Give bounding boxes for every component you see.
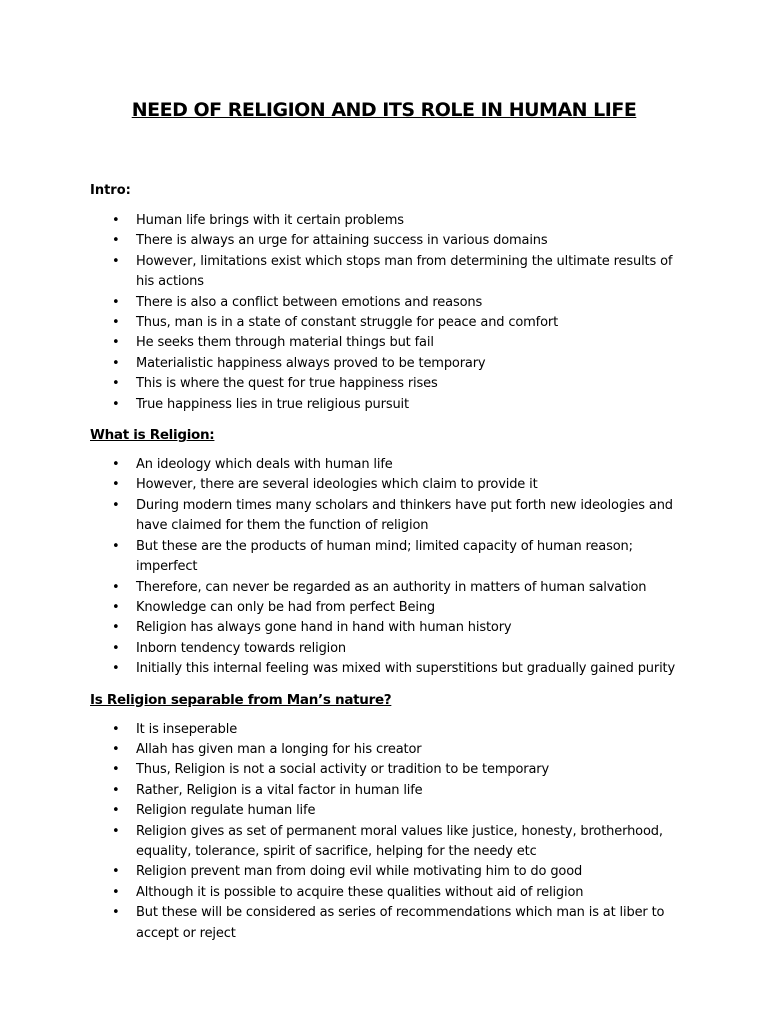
religion-nature-list	[90, 720, 690, 944]
list-item-text: Religion gives as set of permanent moral values like justice, honesty, brotherhood, equality, tolerance, spirit of sacrifice, helping for the needy etc	[136, 823, 663, 859]
bullet-point-icon: •	[112, 864, 120, 880]
list-item-text: Thus, man is in a state of constant struggle for peace and comfort	[136, 315, 559, 331]
bullet-point-icon: •	[112, 233, 120, 249]
list-item	[90, 578, 690, 598]
bullet-point-icon: •	[112, 376, 120, 392]
list-item	[90, 618, 690, 638]
bullet-point-icon: •	[112, 762, 120, 778]
bullet-point-icon: •	[112, 661, 120, 677]
list-item	[90, 801, 690, 821]
list-item	[90, 475, 690, 495]
list-item	[90, 374, 690, 394]
list-item-text: Rather, Religion is a vital factor in human life	[136, 782, 423, 798]
list-item	[90, 883, 690, 903]
bullet-point-icon: •	[112, 823, 120, 839]
list-item-text: An ideology which deals with human life	[136, 457, 393, 473]
list-item	[90, 740, 690, 760]
list-item-text: Knowledge can only be had from perfect Being	[136, 599, 436, 615]
list-item	[90, 231, 690, 251]
bullet-point-icon: •	[112, 497, 120, 513]
list-item-text: However, there are several ideologies which claim to provide it	[136, 477, 538, 493]
what-is-religion-list	[90, 455, 690, 679]
list-item	[90, 903, 690, 944]
bullet-point-icon: •	[112, 905, 120, 921]
document-title: NEED OF RELIGION AND ITS ROLE IN HUMAN LIFE	[131, 99, 637, 121]
bullet-point-icon: •	[112, 782, 120, 798]
bullet-point-icon: •	[112, 721, 120, 737]
document-body	[90, 182, 690, 944]
list-item-text: Thus, Religion is not a social activity or tradition to be temporary	[136, 762, 550, 778]
bullet-point-icon: •	[112, 457, 120, 473]
list-item	[90, 293, 690, 313]
list-item-text: Religion prevent man from doing evil while motivating him to do good	[136, 864, 583, 880]
list-item-text: During modern times many scholars and thinkers have put forth new ideologies and have claimed for them the function of religion	[136, 497, 673, 534]
list-item	[90, 455, 690, 475]
religion-nature-heading: Is Religion separable from Man’s nature?	[90, 691, 392, 708]
intro-list	[90, 211, 690, 415]
list-item-text: This is where the quest for true happiness rises	[136, 376, 438, 392]
list-item	[90, 598, 690, 618]
bullet-point-icon: •	[112, 355, 120, 371]
list-item	[90, 313, 690, 333]
list-item	[90, 862, 690, 882]
list-item-text: Allah has given man a longing for his creator	[136, 741, 422, 757]
bullet-point-icon: •	[112, 335, 120, 351]
list-item-text: But these are the products of human mind; limited capacity of human reason; imperfect	[136, 538, 633, 575]
bullet-point-icon: •	[112, 294, 120, 310]
bullet-point-icon: •	[112, 213, 120, 228]
list-item-text: Religion has always gone hand in hand with human history	[136, 620, 512, 636]
bullet-point-icon: •	[112, 803, 120, 819]
bullet-point-icon: •	[112, 741, 120, 757]
list-item-text: There is also a conflict between emotions and reasons	[136, 294, 483, 310]
list-item	[90, 395, 690, 415]
list-item	[90, 211, 690, 231]
list-item-text: Religion regulate human life	[136, 803, 316, 819]
list-item	[90, 720, 690, 740]
list-item-text: It is inseperable	[136, 721, 238, 737]
bullet-point-icon: •	[112, 315, 120, 331]
list-item-text: True happiness lies in true religious pursuit	[136, 396, 409, 412]
list-item-text: Materialistic happiness always proved to be temporary	[136, 355, 486, 371]
bullet-point-icon: •	[112, 640, 120, 656]
list-item-text: Human life brings with it certain problems	[136, 213, 404, 228]
bullet-point-icon: •	[112, 579, 120, 595]
bullet-point-icon: •	[112, 253, 120, 269]
list-item	[90, 537, 690, 578]
list-item	[90, 822, 690, 863]
list-item	[90, 496, 690, 537]
bullet-point-icon: •	[112, 599, 120, 615]
list-item	[90, 252, 690, 293]
list-item-text: Initially this internal feeling was mixed with superstitions but gradually gained purity	[136, 661, 676, 677]
list-item	[90, 781, 690, 801]
bullet-point-icon: •	[112, 884, 120, 900]
list-item	[90, 333, 690, 353]
list-item-text: However, limitations exist which stops man from determining the ultimate results of his actions	[136, 253, 673, 290]
list-item-text: There is always an urge for attaining success in various domains	[136, 233, 548, 249]
list-item-text: But these will be considered as series of recommendations which man is at liber to accept or reject	[136, 905, 665, 941]
list-item-text: He seeks them through material things but fail	[136, 335, 434, 351]
list-item-text: Although it is possible to acquire these qualities without aid of religion	[136, 884, 584, 900]
bullet-point-icon: •	[112, 620, 120, 636]
what-is-religion-heading: What is Religion:	[90, 427, 215, 444]
bullet-point-icon: •	[112, 477, 120, 493]
list-item	[90, 760, 690, 780]
list-item	[90, 639, 690, 659]
intro-label: Intro:	[90, 183, 131, 198]
list-item	[90, 354, 690, 374]
bullet-point-icon: •	[112, 538, 120, 554]
list-item-text: Therefore, can never be regarded as an authority in matters of human salvation	[136, 579, 647, 595]
bullet-point-icon: •	[112, 396, 120, 412]
list-item	[90, 659, 690, 679]
list-item-text: Inborn tendency towards religion	[136, 640, 347, 656]
